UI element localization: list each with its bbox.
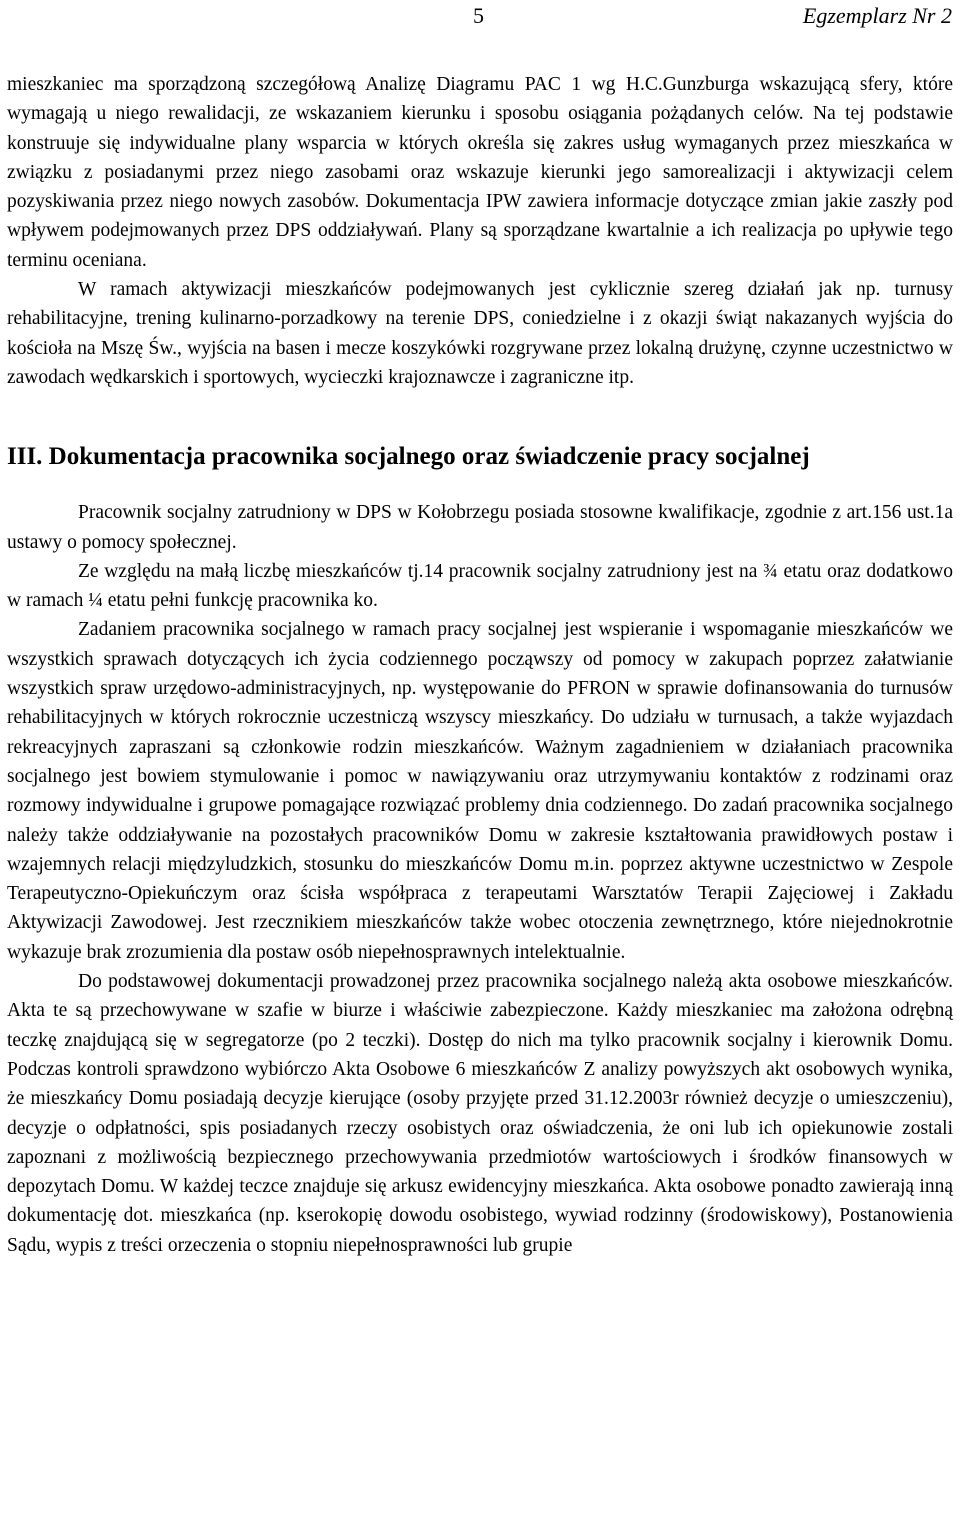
paragraph: Zadaniem pracownika socjalnego w ramach pracy socjalnej jest wspieranie i wspomaganie mieszkańców we wszystkich sprawach dotyczących ich życia codziennego począwszy od pomocy w zakupach poprzez załatwianie wszystkich spraw urzędowo-administracyjnych, np. występowanie do PFRON w sprawie dofinansowania do turnusów rehabilitacyjnych w których rokrocznie uczestniczą wszyscy mieszkańcy. Do udziału w turnusach, a także wyjazdach rekreacyjnych zapraszani są członkowie rodzin mieszkańców. Ważnym zagadnieniem w działaniach pracownika socjalnego jest bowiem stymulowanie i pomoc w nawiązywaniu oraz utrzymywaniu kontaktów z rodzinami oraz rozmowy indywidualne i grupowe pomagające rozwiązać problemy dnia codziennego. Do zadań pracownika socjalnego należy także oddziaływanie na pozostałych pracowników Domu w zakresie kształtowania prawidłowych postaw i wzajemnych relacji międzyludzkich, stosunku do mieszkańców Domu m.in. poprzez aktywne uczestnictwo w Zespole Terapeutyczno-Opiekuńczym oraz ścisła współpraca z terapeutami Warsztatów Terapii Zajęciowej i Zakładu Aktywizacji Zawodowej. Jest rzecznikiem mieszkańców także wobec otoczenia zewnętrznego, które niejednokrotnie wykazuje brak zrozumienia dla postaw osób niepełnosprawnych intelektualnie. (7, 619, 953, 963)
section-heading: III. Dokumentacja pracownika socjalnego oraz świadczenie pracy socjalnej (7, 443, 810, 471)
page-number: 5 (473, 3, 484, 28)
paragraph: Ze względu na małą liczbę mieszkańców tj.14 pracownik socjalny zatrudniony jest na ¾ etatu oraz dodatkowo w ramach ¼ etatu pełni funkcję pracownika ko. (7, 560, 953, 612)
document-body (7, 70, 953, 1260)
page-header (0, 0, 960, 40)
paragraph: Do podstawowej dokumentacji prowadzonej przez pracownika socjalnego należą akta osobowe mieszkańców. Akta te są przechowywane w szafie w biurze i właściwie zabezpieczone. Każdy mieszkaniec ma założona odrębną teczkę znajdującą się w segregatorze (po 2 teczki). Dostęp do nich ma tylko pracownik socjalny i kierownik Domu. Podczas kontroli sprawdzono wybiórczo Akta Osobowe 6 mieszkańców Z analizy powyższych akt osobowych wynika, że mieszkańcy Domu posiadają decyzje kierujące (osoby przyjęte przed 31.12.2003r również decyzje o umieszczeniu), decyzje o odpłatności, spis posiadanych rzeczy osobistych oraz oświadczenia, że oni lub ich opiekunowie zostali zapoznani z możliwością bezpiecznego przechowywania przedmiotów wartościowych i środków finansowych w depozytach Domu. W każdej teczce znajduje się arkusz ewidencyjny mieszkańca. Akta osobowe ponadto zawierają inną dokumentację dot. mieszkańca (np. kserokopię dowodu osobistego, wywiad rodzinny (środowiskowy), Postanowienia Sądu, wypis z treści orzeczenia o stopniu niepełnosprawności lub grupie (7, 971, 953, 1256)
paragraph: Pracownik socjalny zatrudniony w DPS w Kołobrzegu posiada stosowne kwalifikacje, zgodnie z art.156 ust.1a ustawy o pomocy społecznej. (7, 502, 953, 553)
paragraph: mieszkaniec ma sporządzoną szczegółową Analizę Diagramu PAC 1 wg H.C.Gunzburga wskazującą sfery, które wymagają u niego rewalidacji, ze wskazaniem kierunku i sposobu osiągania pożądanych celów. Na tej podstawie konstruuje się indywidualne plany wsparcia w których określa się zakres usług wymaganych przez mieszkańca w związku z posiadanymi przez niego zasobami oraz wskazuje kierunki jego samorealizacji i aktywizacji celem pozyskiwania przez niego nowych zasobów. Dokumentacja IPW zawiera informacje dotyczące zmian jakie zaszły pod wpływem podejmowanych przez DPS oddziaływań. Plany są sporządzane kwartalnie a ich realizacja po upływie tego terminu oceniana. (7, 74, 953, 271)
paragraph: W ramach aktywizacji mieszkańców podejmowanych jest cyklicznie szereg działań jak np. turnusy rehabilitacyjne, trening kulinarno-porzadkowy na terenie DPS, coniedzielne i z okazji świąt nakazanych wyjścia do kościoła na Mszę Św., wyjścia na basen i mecze koszykówki rozgrywane przez lokalną drużynę, czynne uczestnictwo w zawodach wędkarskich i sportowych, wycieczki krajoznawcze i zagraniczne itp. (7, 279, 953, 388)
copy-label: Egzemplarz Nr 2 (802, 3, 952, 28)
